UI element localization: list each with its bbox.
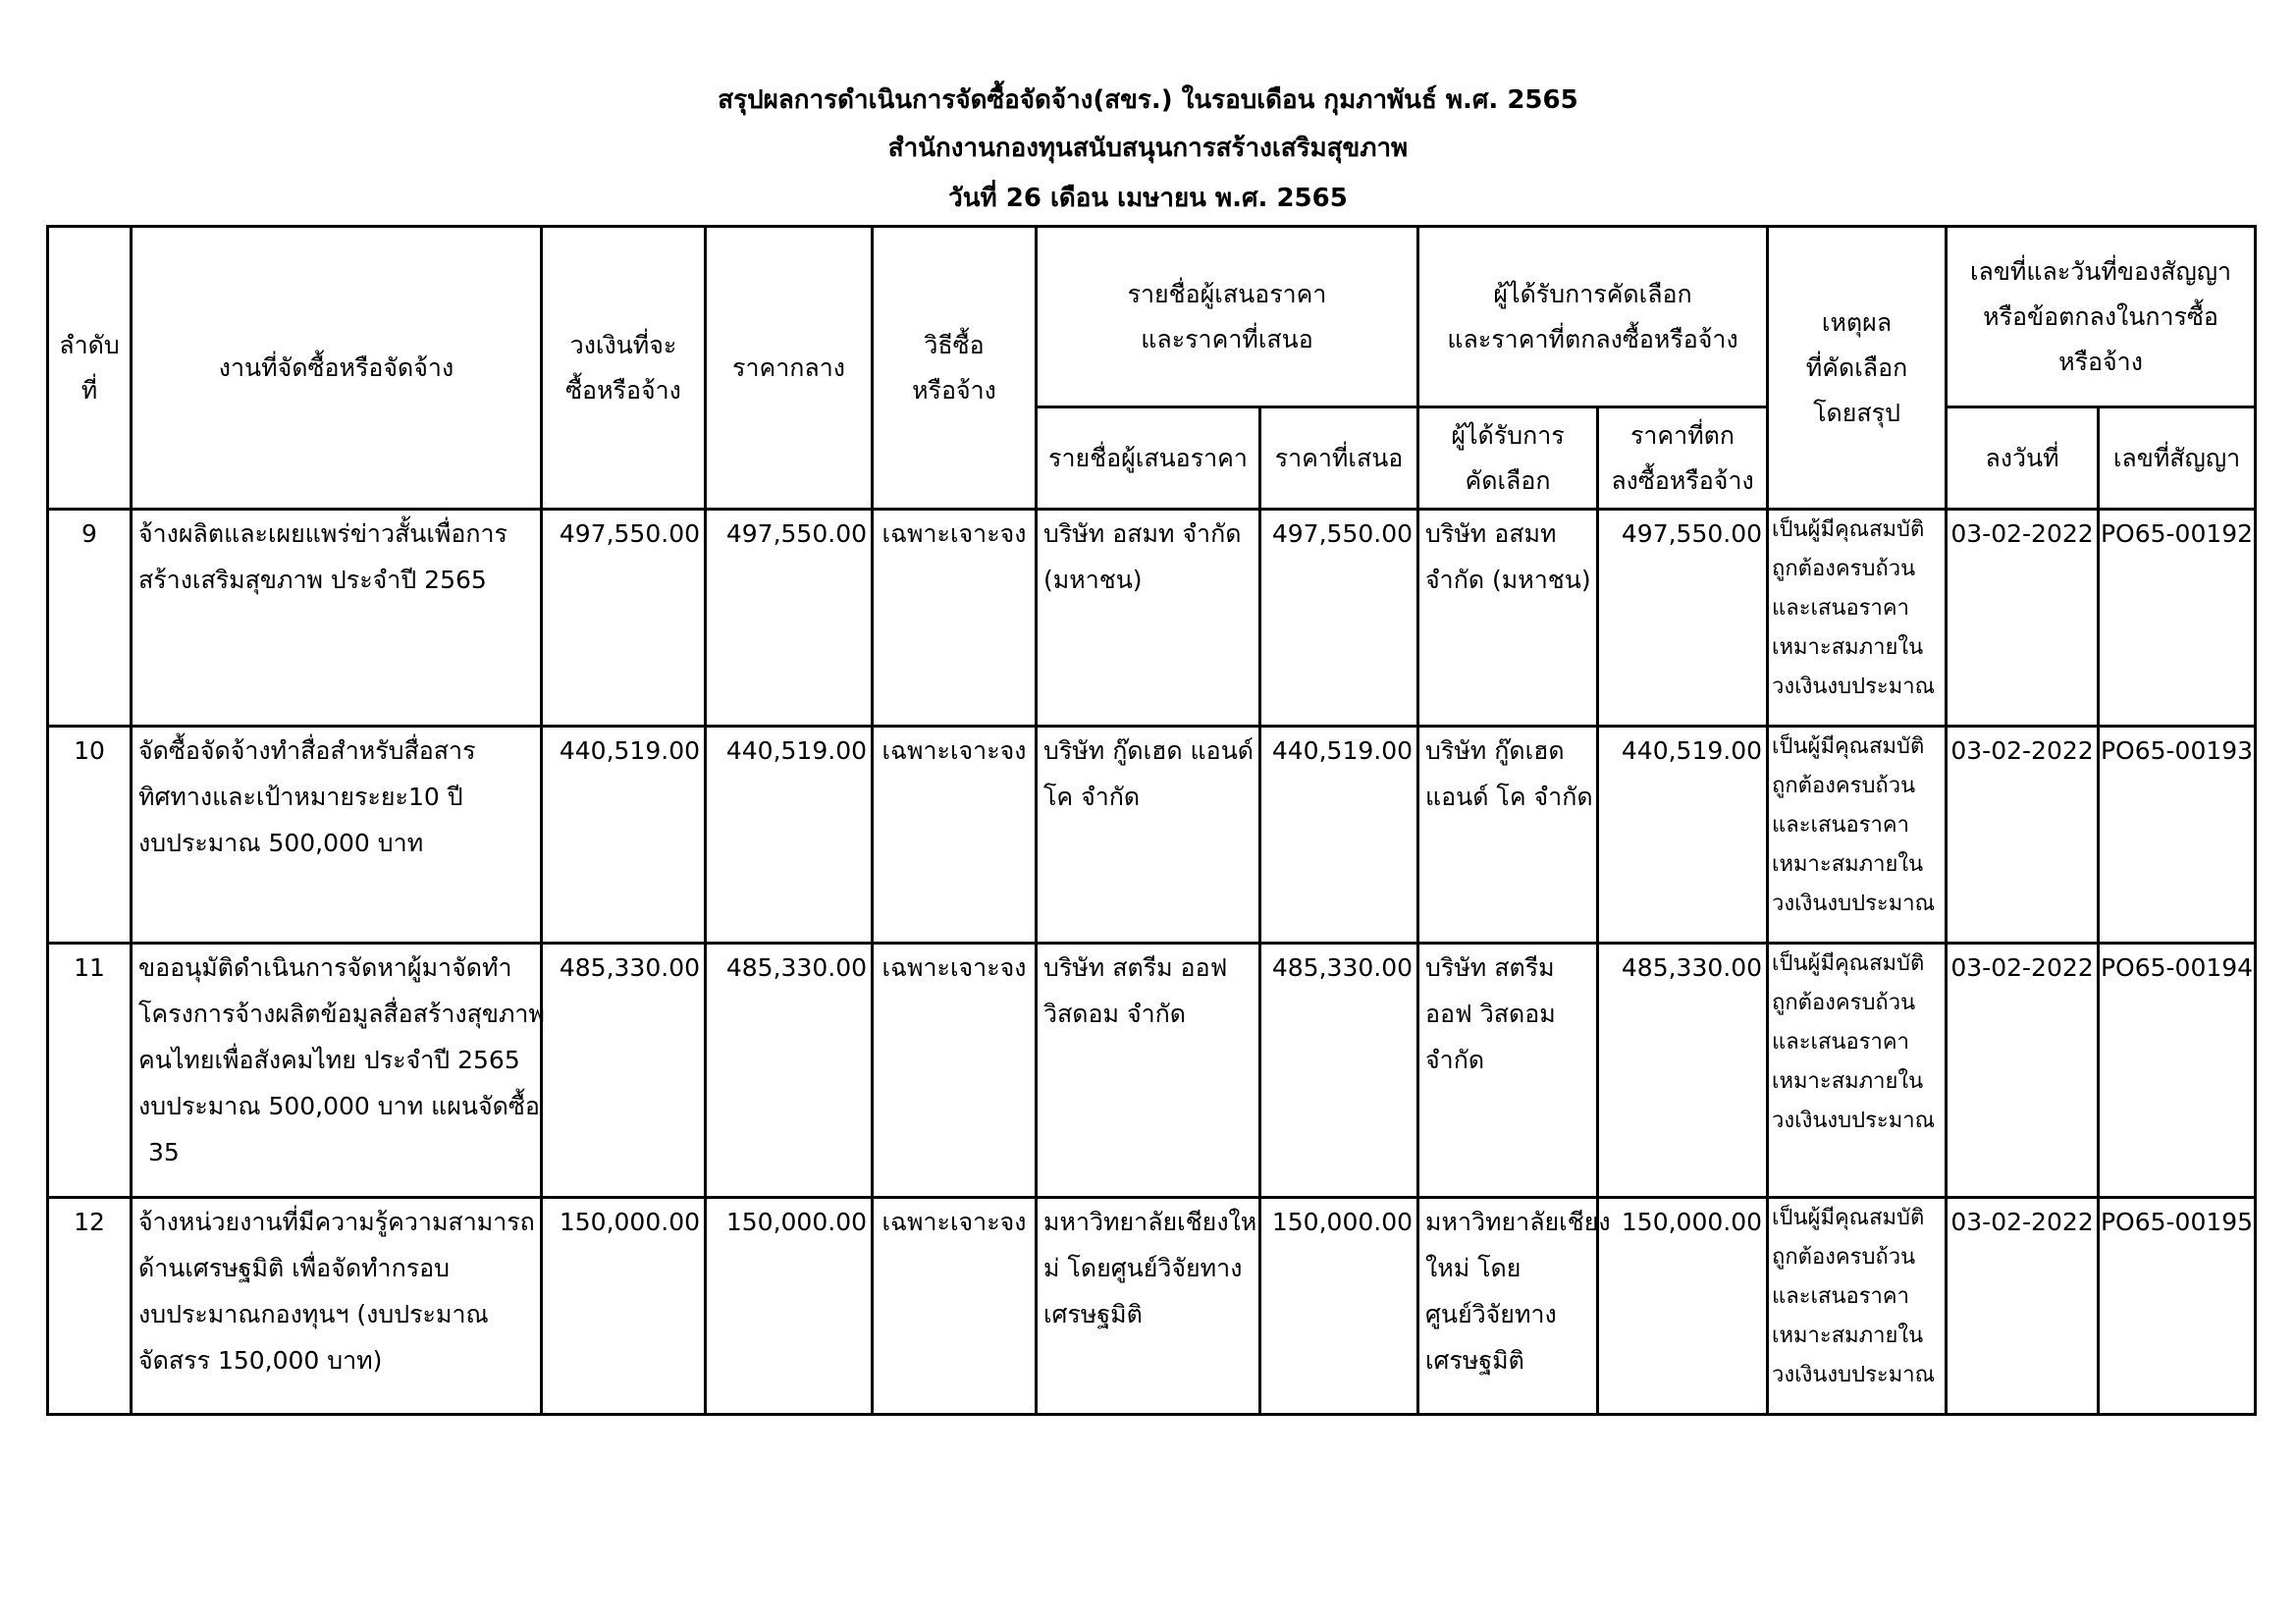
cell-budget: 497,550.00 — [542, 510, 706, 727]
cell-contract-date: 03-02-2022 — [1947, 1198, 2099, 1415]
cell-bidder: มหาวิทยาลัยเชียงให ม่ โดยศูนย์วิจัยทาง เศรษฐมิติ — [1037, 1198, 1260, 1415]
cell-contract-no: PO65-00195 — [2099, 1198, 2256, 1415]
cell-reason: เป็นผู้มีคุณสมบัติ ถูกต้องครบถ้วน และเสนอราคา เหมาะสมภายใน วงเงินงบประมาณ — [1768, 1198, 1947, 1415]
cell-agreed-price: 440,519.00 — [1598, 727, 1768, 944]
cell-method: เฉพาะเจาะจง — [873, 1198, 1037, 1415]
col-header-bidder-name: รายชื่อผู้เสนอราคา — [1037, 407, 1260, 510]
col-header-no: ลำดับ ที่ — [48, 227, 132, 510]
col-header-contract-no: เลขที่สัญญา — [2099, 407, 2256, 510]
cell-bid-price: 150,000.00 — [1260, 1198, 1418, 1415]
cell-work: ขออนุมัติดำเนินการจัดหาผู้มาจัดทำ โครงการจ้างผลิตข้อมูลสื่อสร้างสุขภาพ คนไทยเพื่อสังคมไทย ประจำปี 2565 งบประมาณ 500,000 บาท แผนจัดซื้อ 35 — [132, 944, 542, 1198]
cell-reason: เป็นผู้มีคุณสมบัติ ถูกต้องครบถ้วน และเสนอราคา เหมาะสมภายใน วงเงินงบประมาณ — [1768, 727, 1947, 944]
cell-median-price: 497,550.00 — [706, 510, 873, 727]
cell-method: เฉพาะเจาะจง — [873, 944, 1037, 1198]
cell-bid-price: 440,519.00 — [1260, 727, 1418, 944]
col-header-winner-name: ผู้ได้รับการ คัดเลือก — [1418, 407, 1598, 510]
col-header-reason: เหตุผล ที่คัดเลือก โดยสรุป — [1768, 227, 1947, 510]
report-date: วันที่ 26 เดือน เมษายน พ.ศ. 2565 — [948, 184, 1348, 213]
cell-winner: บริษัท อสมท จำกัด (มหาชน) — [1418, 510, 1598, 727]
col-header-contract-group: เลขที่และวันที่ของสัญญา หรือข้อตกลงในการซื้อ หรือจ้าง — [1947, 227, 2256, 407]
cell-agreed-price: 497,550.00 — [1598, 510, 1768, 727]
cell-median-price: 485,330.00 — [706, 944, 873, 1198]
agency-name: สำนักงานกองทุนสนับสนุนการสร้างเสริมสุขภาพ — [887, 134, 1409, 163]
procurement-table — [46, 225, 2257, 1416]
cell-no: 10 — [48, 727, 132, 944]
table-row — [48, 727, 2256, 944]
cell-contract-date: 03-02-2022 — [1947, 510, 2099, 727]
cell-method: เฉพาะเจาะจง — [873, 727, 1037, 944]
cell-reason: เป็นผู้มีคุณสมบัติ ถูกต้องครบถ้วน และเสนอราคา เหมาะสมภายใน วงเงินงบประมาณ — [1768, 944, 1947, 1198]
col-header-work: งานที่จัดซื้อหรือจัดจ้าง — [132, 227, 542, 510]
cell-bidder: บริษัท กู๊ดเฮด แอนด์ โค จำกัด — [1037, 727, 1260, 944]
cell-contract-no: PO65-00192 — [2099, 510, 2256, 727]
cell-median-price: 150,000.00 — [706, 1198, 873, 1415]
table-row — [48, 1198, 2256, 1415]
cell-budget: 150,000.00 — [542, 1198, 706, 1415]
cell-bid-price: 497,550.00 — [1260, 510, 1418, 727]
cell-median-price: 440,519.00 — [706, 727, 873, 944]
cell-no: 12 — [48, 1198, 132, 1415]
col-header-bidders-group: รายชื่อผู้เสนอราคา และราคาที่เสนอ — [1037, 227, 1418, 407]
cell-no: 11 — [48, 944, 132, 1198]
col-header-bid-price: ราคาที่เสนอ — [1260, 407, 1418, 510]
cell-agreed-price: 485,330.00 — [1598, 944, 1768, 1198]
col-header-budget: วงเงินที่จะ ซื้อหรือจ้าง — [542, 227, 706, 510]
report-title: สรุปผลการดำเนินการจัดซื้อจัดจ้าง(สขร.) ในรอบเดือน กุมภาพันธ์ พ.ศ. 2565 — [718, 85, 1578, 115]
cell-contract-no: PO65-00194 — [2099, 944, 2256, 1198]
cell-reason: เป็นผู้มีคุณสมบัติ ถูกต้องครบถ้วน และเสนอราคา เหมาะสมภายใน วงเงินงบประมาณ — [1768, 510, 1947, 727]
cell-work: จัดซื้อจัดจ้างทำสื่อสำหรับสื่อสาร ทิศทางและเป้าหมายระยะ10 ปี งบประมาณ 500,000 บาท — [132, 727, 542, 944]
cell-contract-date: 03-02-2022 — [1947, 944, 2099, 1198]
cell-bidder: บริษัท สตรีม ออฟ วิสดอม จำกัด — [1037, 944, 1260, 1198]
col-header-median-price: ราคากลาง — [706, 227, 873, 510]
cell-work: จ้างผลิตและเผยแพร่ข่าวสั้นเพื่อการ สร้างเสริมสุขภาพ ประจำปี 2565 — [132, 510, 542, 727]
cell-bid-price: 485,330.00 — [1260, 944, 1418, 1198]
col-header-contract-date: ลงวันที่ — [1947, 407, 2099, 510]
cell-contract-date: 03-02-2022 — [1947, 727, 2099, 944]
cell-bidder: บริษัท อสมท จำกัด (มหาชน) — [1037, 510, 1260, 727]
cell-budget: 485,330.00 — [542, 944, 706, 1198]
cell-budget: 440,519.00 — [542, 727, 706, 944]
table-row — [48, 510, 2256, 727]
cell-winner: บริษัท กู๊ดเฮด แอนด์ โค จำกัด — [1418, 727, 1598, 944]
cell-winner: บริษัท สตรีม ออฟ วิสดอม จำกัด — [1418, 944, 1598, 1198]
col-header-method: วิธีซื้อ หรือจ้าง — [873, 227, 1037, 510]
cell-agreed-price: 150,000.00 — [1598, 1198, 1768, 1415]
cell-method: เฉพาะเจาะจง — [873, 510, 1037, 727]
cell-winner: มหาวิทยาลัยเชียง ใหม่ โดย ศูนย์วิจัยทาง เศรษฐมิติ — [1418, 1198, 1598, 1415]
table-row — [48, 944, 2256, 1198]
col-header-agreed-price: ราคาที่ตก ลงซื้อหรือจ้าง — [1598, 407, 1768, 510]
cell-contract-no: PO65-00193 — [2099, 727, 2256, 944]
col-header-winner-group: ผู้ได้รับการคัดเลือก และราคาที่ตกลงซื้อหรือจ้าง — [1418, 227, 1768, 407]
cell-work: จ้างหน่วยงานที่มีความรู้ความสามารถ ด้านเศรษฐมิติ เพื่อจัดทำกรอบ งบประมาณกองทุนฯ (งบประมาณ จัดสรร 150,000 บาท) — [132, 1198, 542, 1415]
cell-no: 9 — [48, 510, 132, 727]
